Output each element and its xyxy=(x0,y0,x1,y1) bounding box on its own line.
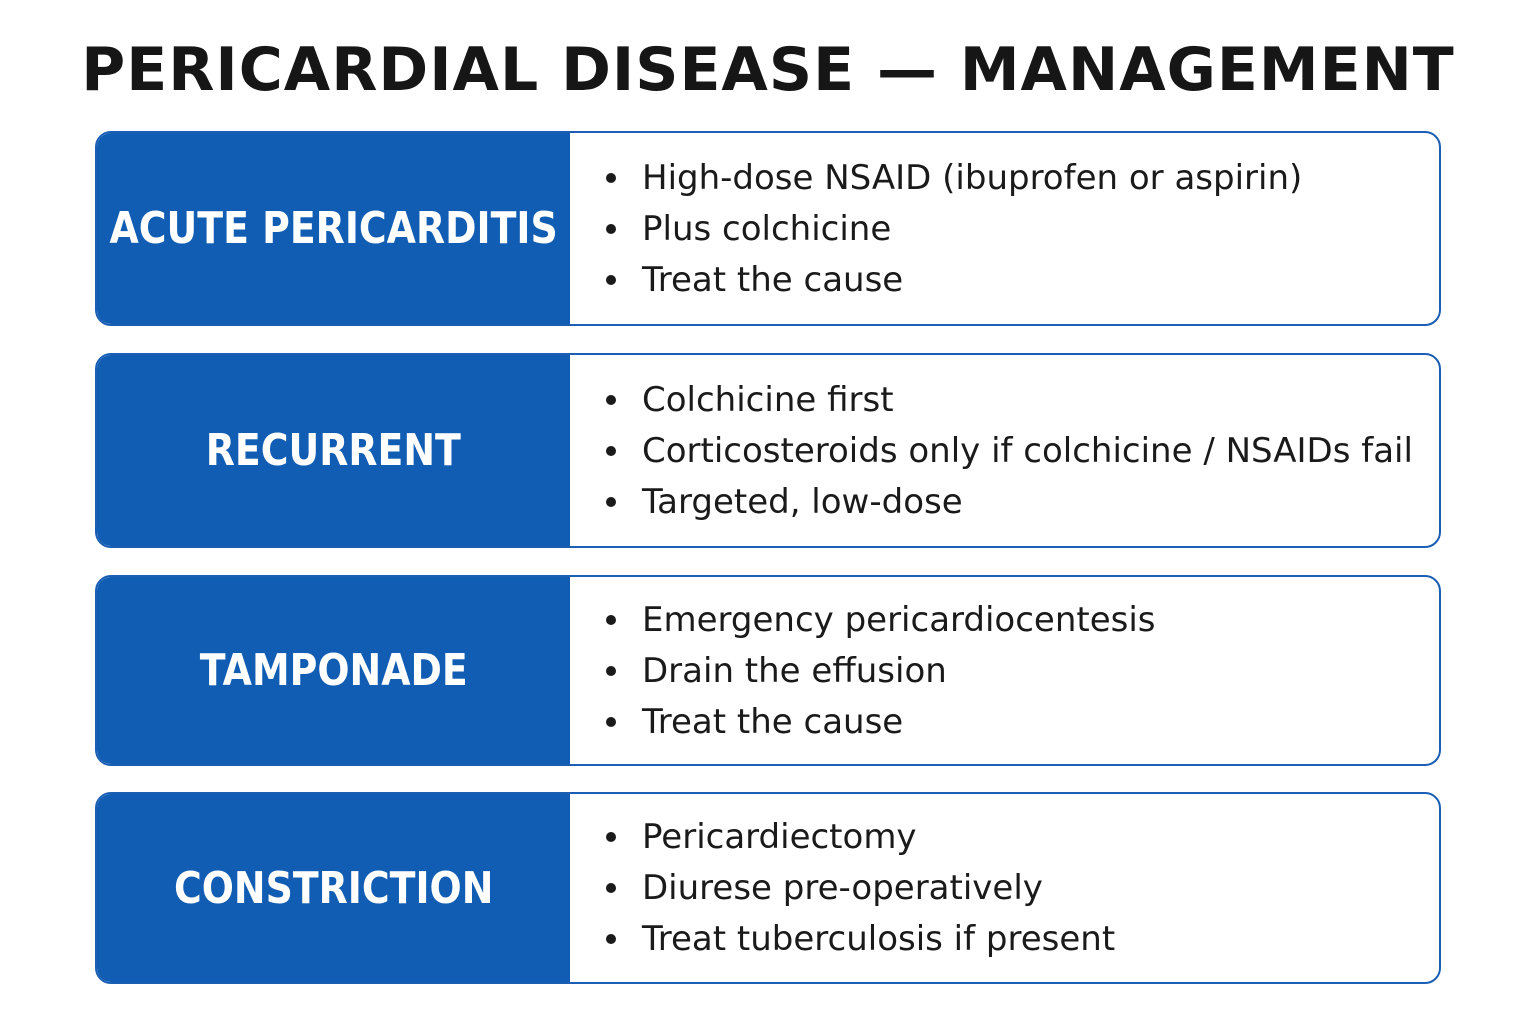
bullet-item xyxy=(606,863,1439,914)
bullet-text: Emergency pericardiocentesis xyxy=(642,599,1156,640)
bullet-dot-icon xyxy=(606,275,616,285)
section-bullets xyxy=(570,355,1439,546)
section-label-box xyxy=(97,133,570,324)
section-bullets xyxy=(570,133,1439,324)
bullet-dot-icon xyxy=(606,446,616,456)
bullet-item xyxy=(606,152,1439,203)
bullet-item xyxy=(606,696,1439,747)
section-label: CONSTRICTION xyxy=(173,862,494,914)
bullet-dot-icon xyxy=(606,832,616,842)
section-card-constriction xyxy=(95,792,1441,984)
page-title: PERICARDIAL DISEASE — MANAGEMENT xyxy=(81,35,1455,105)
bullet-text: Colchicine first xyxy=(642,379,894,420)
bullet-dot-icon xyxy=(606,497,616,507)
section-bullets xyxy=(570,577,1439,764)
section-label-box xyxy=(97,577,570,764)
bullet-text: Drain the effusion xyxy=(642,650,947,691)
bullet-text: High-dose NSAID (ibuprofen or aspirin) xyxy=(642,157,1303,198)
bullet-item xyxy=(606,476,1439,527)
bullet-item xyxy=(606,645,1439,696)
bullet-dot-icon xyxy=(606,224,616,234)
section-card-tamponade xyxy=(95,575,1441,766)
bullet-text: Corticosteroids only if colchicine / NSAIDs fail xyxy=(642,430,1413,471)
bullet-dot-icon xyxy=(606,666,616,676)
bullet-item xyxy=(606,914,1439,965)
bullet-text: Treat the cause xyxy=(642,259,904,300)
bullet-item xyxy=(606,374,1439,425)
bullet-text: Plus colchicine xyxy=(642,208,892,249)
bullet-text: Diurese pre-operatively xyxy=(642,868,1043,908)
bullet-dot-icon xyxy=(606,717,616,727)
section-label: ACUTE PERICARDITIS xyxy=(109,203,558,254)
bullet-dot-icon xyxy=(606,934,616,944)
section-bullets xyxy=(570,794,1439,982)
bullet-text: Pericardiectomy xyxy=(642,817,917,857)
bullet-item xyxy=(606,812,1439,863)
section-label: RECURRENT xyxy=(205,425,462,476)
bullet-item xyxy=(606,425,1439,476)
bullet-dot-icon xyxy=(606,395,616,405)
section-label-box xyxy=(97,794,570,982)
section-card-recurrent xyxy=(95,353,1441,548)
bullet-text: Treat the cause xyxy=(642,701,904,742)
section-label-box xyxy=(97,355,570,546)
bullet-dot-icon xyxy=(606,173,616,183)
bullet-dot-icon xyxy=(606,883,616,893)
bullet-text: Targeted, low-dose xyxy=(642,481,963,522)
bullet-item xyxy=(606,203,1439,254)
section-card-acute-pericarditis xyxy=(95,131,1441,326)
bullet-item xyxy=(606,594,1439,645)
bullet-text: Treat tuberculosis if present xyxy=(642,919,1116,959)
bullet-dot-icon xyxy=(606,615,616,625)
bullet-item xyxy=(606,254,1439,305)
section-label: TAMPONADE xyxy=(199,645,468,696)
